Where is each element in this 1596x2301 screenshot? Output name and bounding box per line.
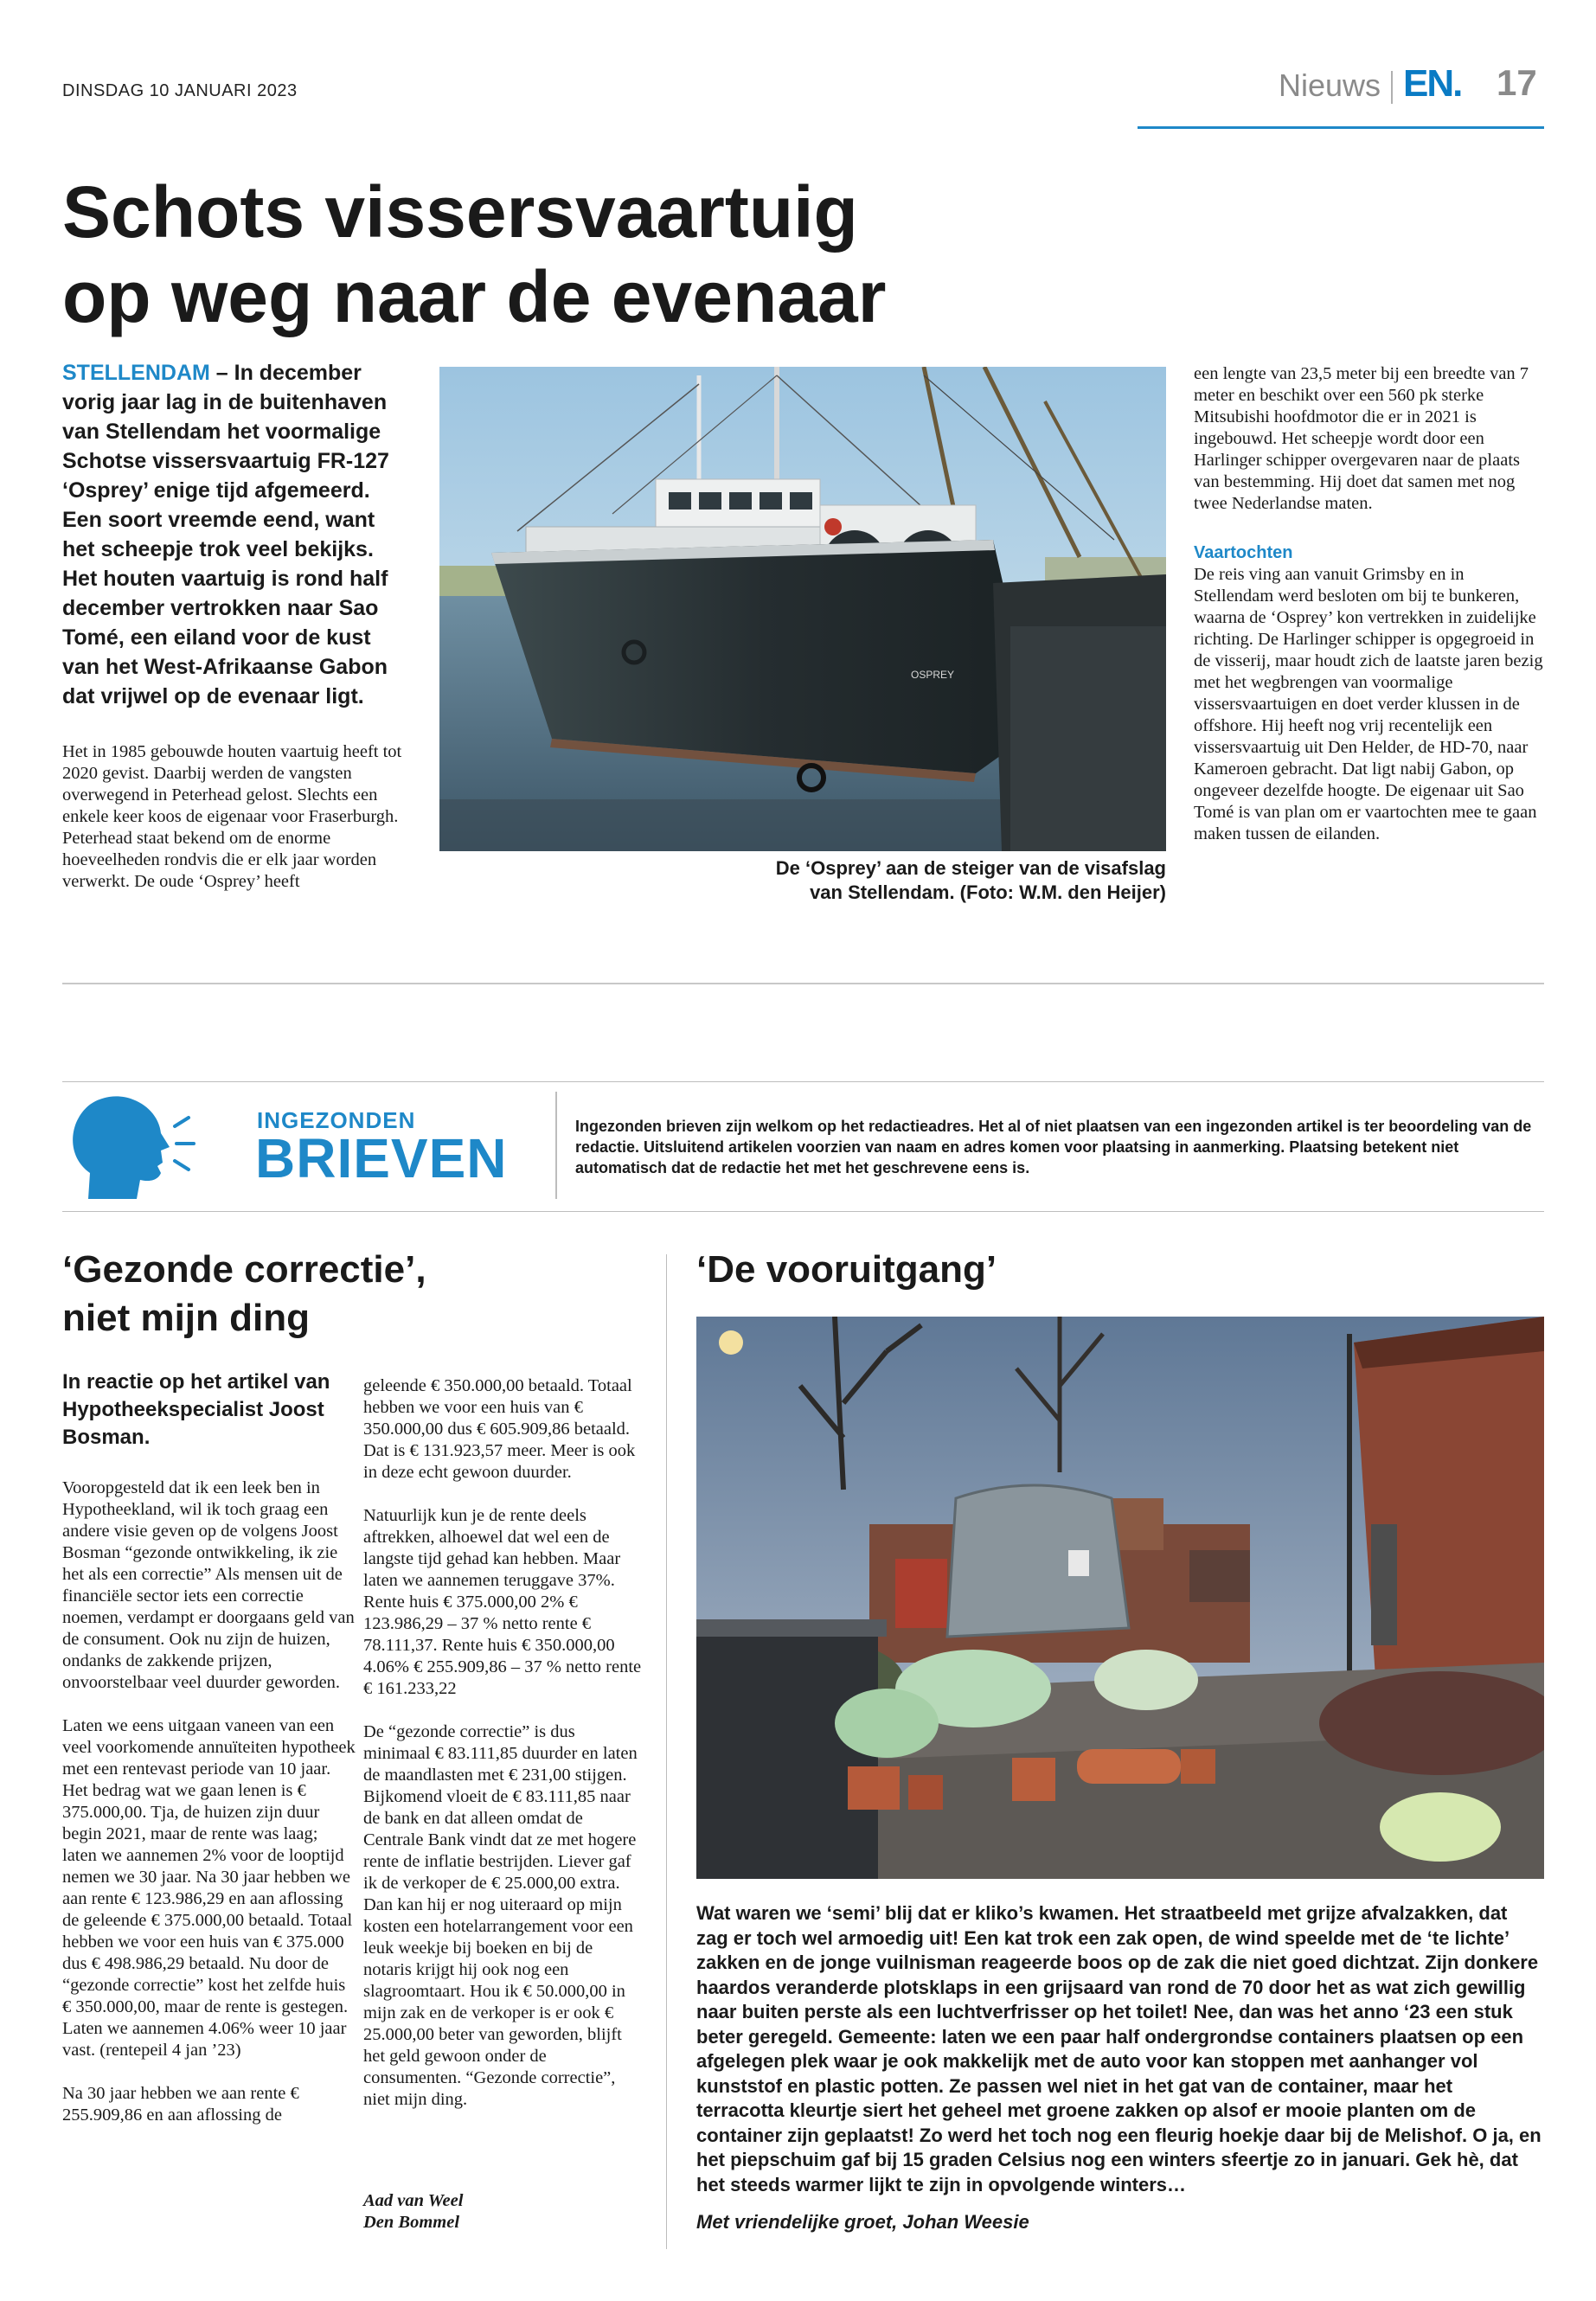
letters-label-big: BRIEVEN	[255, 1127, 508, 1189]
signature-place: Den Bommel	[363, 2213, 460, 2232]
boat-photo	[439, 367, 1166, 851]
letter2-text: Wat waren we ‘semi’ blij dat er kliko’s kwamen. Het straatbeeld met grijze afvalzakken, dat zag er toch wel armoedig uit! Een kat trok een zak open, de wind speelde met de ‘te lichte’ zakken en de jonge vuilnisman reageerde boos op de zak die niet goed dichtzat. Zijn donkere haardos veranderde plotsklaps in een grijsaard van rond de 70 door het as wat zich gewillig naar buiten perste als een luchtverfrisser op het toilet! Nee, dan was het anno ‘23 een stuk beter geregeld. Gemeente: laten we een paar half ondergrondse containers plaatsen op een afgelegen plek waar je ook makkelijk met de auto voor kan stoppen met aanhanger vol kunststof en plastic potten. Ze passen wel niet in het gat van de container, maar het terracotta kleurtje siert het geheel met groene zakken op alsof er mooie planten om de container zijn geplaatst! Zo werd het toch nog een fleurig hoekje daar bij de Melishof. O ja, en het piepschuim gaf bij 15 graden Celsius nog een winters sfeertje zo in januari. Gek hè, dat het steeds warmer lijkt te zijn in opvolgende winters…	[696, 1902, 1542, 2195]
article-subhead: Vaartochten	[1194, 543, 1293, 562]
letters-box-top-rule	[62, 1081, 1544, 1082]
caption-line-1: De ‘Osprey’ aan de steiger van de visafslag	[775, 857, 1166, 879]
headline-line-2: op weg naar de evenaar	[62, 256, 887, 337]
letter1-paragraph: Na 30 jaar hebben we aan rente € 255.909,86 en aan aflossing de	[62, 2084, 299, 2125]
caption-line-2: van Stellendam. (Foto: W.M. den Heijer)	[810, 881, 1166, 903]
brand-logo: EN.	[1403, 62, 1462, 105]
letters-box-bottom-rule	[62, 1211, 1544, 1212]
container-photo	[696, 1317, 1544, 1879]
speaking-head-icon	[67, 1092, 206, 1199]
letter1-paragraph: De “gezonde correctie” is dus minimaal € 83.111,85 duurder en laten de maandlasten met € 231,00 stijgen. Bijkomend vloeit de € 83.111,85 naar de bank en dat alleen omdat de Centrale Bank vindt dat ze met hogere rente de inflatie bestrijden. Liever gaf ik de verkoper de € 25.000,00 extra. Dan kan hij er nog uiteraard op mijn kosten een hotelarrangement voor een leuk weekje bij boeken en bij de notaris krijgt hij ook nog een slagroomtaart. Hou ik € 50.000,00 in mijn zak en de verkoper is er ook € 25.000,00 beter van geworden, blijft het geld gewoon onder de consumenten. “Gezonde correctie”, niet mijn ding.	[363, 1722, 638, 2109]
lead-place: STELLENDAM	[62, 361, 210, 385]
container-illustration	[696, 1317, 1544, 1879]
letter1-title-line-1: ‘Gezonde correctie’,	[62, 1248, 426, 1291]
article-body-col1: Het in 1985 gebouwde houten vaartuig heeft tot 2020 gevist. Daarbij werden de vangsten overwegend in Peterhead gelost. Slechts een enkele keer koos de eigenaar voor Fraserburgh. Peterhead staat bekend om de enorme hoeveelheden rondvis die er elk jaar worden verwerkt. De oude ‘Osprey’ heeft	[62, 742, 402, 891]
article-body-col3: De reis ving aan vanuit Grimsby en in Stellendam werd besloten om bij te bunkeren, waarna de ‘Osprey’ kon vertrekken in zuidelijke richting. De Harlinger schipper is opgegroeid in de visserij, maar houdt zich de laatste jaren bezig met het wegbrengen van voormalige vissersvaartuigen en doet verder klussen in de offshore. Hij heeft nog vrij recentelijk een vissersvaartuig uit Den Helder, de HD-70, naar Kameroen gebracht. Dat ligt nabij Gabon, op ongeveer dezelfde hoogte. De eigenaar uit Sao Tomé is van plan om er vaartochten mee te gaan maken tussen de eilanden.	[1194, 565, 1543, 843]
letter1-signature	[363, 2190, 463, 2234]
letter1-intro: In reactie op het artikel van Hypotheekspecialist Joost Bosman.	[62, 1370, 330, 1449]
letter1-paragraph: Laten we eens uitgaan vaneen van een veel voorkomende annuïteiten hypotheek met een rentevast periode van 10 jaar. Het bedrag wat we gaan lenen is € 375.000,00. Tja, de huizen zijn duur begin 2021, maar de rente was laag; laten we aannemen 2% voor de looptijd nemen we 30 jaar. Na 30 jaar hebben we aan rente € 123.986,29 en aan aflossing de geleende € 375.000,00 betaald. Totaal hebben we voor een huis van € 375.000 dus € 498.986,29 betaald. Nu door de “gezonde correctie” kost het zelfde huis € 350.000,00, maar de rente is gestegen. Laten we aannemen 4.06% weer 10 jaar vast. (rentepeil 4 jan ’23)	[62, 1716, 356, 2060]
letter1-paragraph: Vooropgesteld dat ik een leek ben in Hypotheekland, wil ik toch graag een andere visie geven op de volgens Joost Bosman “gezonde ontwikkeling, ik zie het als een correctie” Als mensen uit de financiële sector iets een correctie noemen, verdampt er doorgaans geld van de consument. Ook nu zijn de huizen, ondanks de zakkende prijzen, onvoorstelbaar veel duurder geworden.	[62, 1478, 355, 1692]
article-headline	[62, 170, 1014, 339]
article-lead	[62, 358, 408, 711]
letter1-paragraph: geleende € 350.000,00 betaald. Totaal hebben we voor een huis van € 350.000,00 dus € 605.909,86 betaald. Dat is € 131.923,57 meer. Meer is ook in deze echt gewoon duurder.	[363, 1376, 636, 1482]
headline-line-1: Schots vissersvaartuig	[62, 171, 858, 253]
letter1-paragraph: Natuurlijk kun je de rente deels aftrekken, alhoewel dat wel een de langste tijd gehad kan hebben. Maar laten we aannemen teruggave 37%. Rente huis € 375.000,00 2% € 123.986,29 – 37 % netto rente € 78.111,37. Rente huis € 350.000,00 4.06% € 255.909,86 – 37 % netto rente € 161.233,22	[363, 1506, 642, 1698]
issue-date: DINSDAG 10 JANUARI 2023	[62, 81, 298, 100]
letters-label-small: INGEZONDEN	[257, 1107, 416, 1133]
lead-text: – In december vorig jaar lag in de buitenhaven van Stellendam het voormalige Schotse vissersvaartuig FR-127 ‘Osprey’ enige tijd afgemeerd. Een soort vreemde eend, want het scheepje trok veel bekijks. Het houten vaartuig is rond half december vertrokken naar Sao Tomé, een eiland voor de kust van het West-Afrikaanse Gabon dat vrijwel op de evenaar ligt.	[62, 361, 389, 708]
header-divider	[1391, 71, 1393, 104]
signature-name: Aad van Weel	[363, 2191, 464, 2210]
column-divider	[666, 1254, 667, 2249]
letter2-title: ‘De vooruitgang’	[696, 1248, 997, 1291]
letter1-col2	[363, 1375, 644, 2132]
boat-illustration	[439, 367, 1166, 851]
header-rule	[1138, 126, 1544, 129]
article-body-col3-top: een lengte van 23,5 meter bij een breedte van 7 meter en beschikt over een 560 pk sterke Mitsubishi hoofdmotor die er in 2021 is ingebouwd. Het scheepje wordt door een Harlinger schipper overgevaren naar de plaats van bestemming. Hij doet dat samen met nog twee Nederlandse maten.	[1194, 364, 1529, 513]
boat-name-text: OSPREY	[911, 669, 955, 681]
letter1-title-line-2: niet mijn ding	[62, 1297, 310, 1339]
section-label: Nieuws	[1279, 67, 1381, 103]
page-number: 17	[1497, 62, 1537, 103]
letter2-signature: Met vriendelijke groet, Johan Weesie	[696, 2211, 1029, 2233]
letter1-col1	[62, 1477, 356, 2148]
letters-box-divider	[555, 1092, 557, 1199]
photo-caption	[439, 856, 1166, 905]
section-divider	[62, 983, 1544, 984]
letter1-title	[62, 1246, 633, 1343]
letters-notice: Ingezonden brieven zijn welkom op het redactieadres. Het al of niet plaatsen van een ingezonden artikel is ter beoordeling van de redactie. Uitsluitend artikelen voorzien van naam en adres komen voor plaatsing in aanmerking. Plaatsing betekent niet automatisch dat de redactie het met het geschrevene eens is.	[575, 1118, 1532, 1176]
